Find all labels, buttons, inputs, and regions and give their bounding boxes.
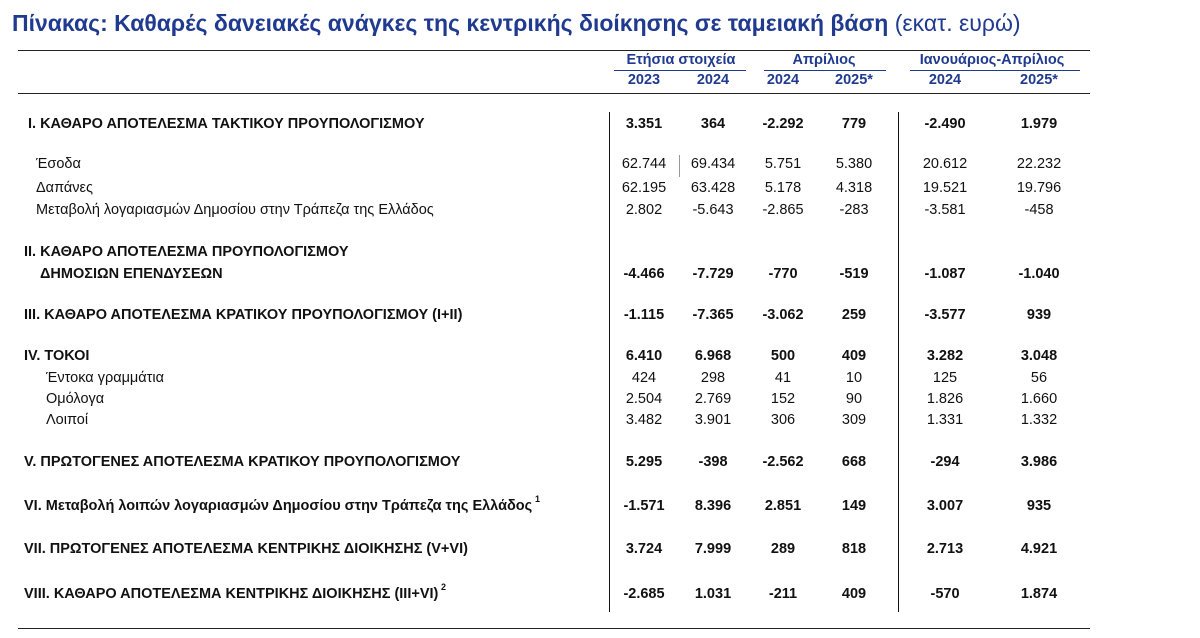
- row-value: 668: [841, 454, 867, 470]
- table-row: [0, 496, 1100, 516]
- row-value: 22.232: [1016, 156, 1062, 172]
- row-value: -458: [1024, 202, 1054, 218]
- row-label: V. ΠΡΩΤΟΓΕΝΕΣ ΑΠΟΤΕΛΕΣΜΑ ΚΡΑΤΙΚΟΥ ΠΡΟΥΠΟΛΟΓΙΣΜΟΥ: [24, 454, 461, 470]
- header-col-2024-annual: 2024: [696, 72, 730, 88]
- row-value: -2.685: [623, 586, 665, 602]
- row-value: 6.410: [625, 348, 663, 364]
- row-value: -1.087: [924, 266, 966, 282]
- row-value: 63.428: [690, 180, 736, 196]
- row-value: 289: [770, 541, 796, 557]
- row-label: VII. ΠΡΩΤΟΓΕΝΕΣ ΑΠΟΤΕΛΕΣΜΑ ΚΕΝΤΡΙΚΗΣ ΔΙΟΙΚΗΣΗΣ (V+VI): [24, 541, 468, 557]
- row-label: ΔΗΜΟΣΙΩΝ ΕΠΕΝΔΥΣΕΩΝ: [40, 266, 223, 282]
- row-value: 152: [770, 391, 796, 407]
- row-value: 935: [1026, 498, 1052, 514]
- row-value: 3.986: [1020, 454, 1058, 470]
- row-value: 424: [631, 370, 657, 386]
- row-value: 1.031: [694, 586, 732, 602]
- header-col-2025-jan-apr: 2025*: [1020, 72, 1058, 88]
- row-label: Έντοκα γραμμάτια: [46, 370, 164, 386]
- header-group-april: Απρίλιος: [792, 52, 856, 68]
- row-label: Μεταβολή λογαριασμών Δημοσίου στην Τράπεζα της Ελλάδος: [36, 202, 434, 218]
- row-value: -283: [839, 202, 869, 218]
- row-value: 409: [841, 348, 867, 364]
- row-value: 2.802: [625, 202, 663, 218]
- header-underline-annual: [614, 70, 746, 71]
- row-value: 20.612: [922, 156, 968, 172]
- row-value: 2.851: [764, 498, 802, 514]
- row-value: 5.380: [835, 156, 873, 172]
- row-value: -3.062: [762, 307, 804, 323]
- table-row: [0, 389, 1100, 409]
- table-row: [0, 584, 1100, 604]
- row-value: -770: [768, 266, 798, 282]
- row-value: 41: [774, 370, 792, 386]
- row-value: 259: [841, 307, 867, 323]
- table-row: [0, 154, 1100, 174]
- row-value: 149: [841, 498, 867, 514]
- header-group-jan-apr: Ιανουάριος-Απρίλιος: [919, 52, 1065, 68]
- row-label: Λοιποί: [46, 412, 89, 428]
- row-value: 56: [1030, 370, 1048, 386]
- row-label: VI. Μεταβολή λοιπών λογαριασμών Δημοσίου στην Τράπεζα της Ελλάδος: [24, 498, 533, 514]
- row-value: 3.482: [625, 412, 663, 428]
- row-value: 62.195: [621, 180, 667, 196]
- row-value: -398: [698, 454, 728, 470]
- row-value: -1.040: [1018, 266, 1060, 282]
- row-value: 1.332: [1020, 412, 1058, 428]
- row-value: 19.796: [1016, 180, 1062, 196]
- table-row: [0, 410, 1100, 430]
- table-row: [0, 305, 1100, 325]
- header-col-2024-jan-apr: 2024: [928, 72, 962, 88]
- table-row: [0, 242, 1100, 262]
- row-value: 500: [770, 348, 796, 364]
- header-col-2024-april: 2024: [766, 72, 800, 88]
- row-label: VIII. ΚΑΘΑΡΟ ΑΠΟΤΕΛΕΣΜΑ ΚΕΝΤΡΙΚΗΣ ΔΙΟΙΚΗΣΗΣ (III+VI): [24, 586, 439, 602]
- table-row: [0, 114, 1100, 134]
- row-value: -2.490: [924, 116, 966, 132]
- row-value: -570: [930, 586, 960, 602]
- row-value: 4.921: [1020, 541, 1058, 557]
- row-value: 3.007: [926, 498, 964, 514]
- row-value: -211: [768, 586, 798, 602]
- row-value: -294: [930, 454, 960, 470]
- row-label: Ομόλογα: [46, 391, 105, 407]
- row-value: 3.901: [694, 412, 732, 428]
- row-value: 3.048: [1020, 348, 1058, 364]
- row-value: 62.744: [621, 156, 667, 172]
- row-value: 4.318: [835, 180, 873, 196]
- header-rule: [18, 93, 1090, 94]
- header-group-annual: Ετήσια στοιχεία: [626, 52, 736, 68]
- header-underline-april: [764, 70, 886, 71]
- row-value: 1.660: [1020, 391, 1058, 407]
- row-value: 364: [700, 116, 726, 132]
- row-value: 409: [841, 586, 867, 602]
- row-value: 1.331: [926, 412, 964, 428]
- row-value: 90: [845, 391, 863, 407]
- row-value: 1.979: [1020, 116, 1058, 132]
- table-row: [0, 264, 1100, 284]
- row-value: 5.178: [764, 180, 802, 196]
- row-value: 2.713: [926, 541, 964, 557]
- row-value: 10: [845, 370, 863, 386]
- row-value: -7.729: [692, 266, 734, 282]
- row-value: 6.968: [694, 348, 732, 364]
- row-value: 818: [841, 541, 867, 557]
- row-value: -7.365: [692, 307, 734, 323]
- row-label: III. ΚΑΘΑΡΟ ΑΠΟΤΕΛΕΣΜΑ ΚΡΑΤΙΚΟΥ ΠΡΟΥΠΟΛΟΓΙΣΜΟΥ (I+II): [24, 307, 463, 323]
- row-value: -3.581: [924, 202, 966, 218]
- top-rule: [18, 50, 1090, 51]
- row-value: 125: [932, 370, 958, 386]
- table-row: [0, 178, 1100, 198]
- page-title: [12, 10, 1021, 37]
- bottom-rule: [18, 628, 1090, 629]
- row-value: 306: [770, 412, 796, 428]
- table-row: [0, 539, 1100, 559]
- row-value: -1.115: [623, 307, 665, 323]
- row-value: 2.504: [625, 391, 663, 407]
- header-underline-jan-apr: [910, 70, 1080, 71]
- row-label: II. ΚΑΘΑΡΟ ΑΠΟΤΕΛΕΣΜΑ ΠΡΟΥΠΟΛΟΓΙΣΜΟΥ: [24, 244, 349, 260]
- row-value: 19.521: [922, 180, 968, 196]
- row-value: -519: [839, 266, 869, 282]
- table-row: [0, 346, 1100, 366]
- table-row: [0, 368, 1100, 388]
- row-value: 1.874: [1020, 586, 1058, 602]
- table-row: [0, 452, 1100, 472]
- row-value: 3.351: [625, 116, 663, 132]
- row-value: 7.999: [694, 541, 732, 557]
- table-title: Πίνακας: Καθαρές δανειακές ανάγκες της κεντρικής διοίκησης σε ταμειακή βάση: [12, 10, 889, 36]
- row-value: 298: [700, 370, 726, 386]
- row-value: -1.571: [623, 498, 665, 514]
- row-value: 5.751: [764, 156, 802, 172]
- row-label: Έσοδα: [36, 156, 81, 172]
- row-value: -3.577: [924, 307, 966, 323]
- row-label: Δαπάνες: [36, 180, 93, 196]
- row-value: 8.396: [694, 498, 732, 514]
- row-value: 5.295: [625, 454, 663, 470]
- row-value: -5.643: [692, 202, 734, 218]
- row-value: -4.466: [623, 266, 665, 282]
- table-row: [0, 200, 1100, 220]
- row-value: 779: [841, 116, 867, 132]
- footnote-marker: 1: [535, 494, 541, 504]
- row-value: 939: [1026, 307, 1052, 323]
- row-value: -2.292: [762, 116, 804, 132]
- table-unit: (εκατ. ευρώ): [894, 10, 1021, 36]
- row-value: 3.724: [625, 541, 663, 557]
- row-value: 1.826: [926, 391, 964, 407]
- row-value: 2.769: [694, 391, 732, 407]
- row-label: IV. ΤΟΚΟΙ: [24, 348, 90, 364]
- row-value: 309: [841, 412, 867, 428]
- row-value: 3.282: [926, 348, 964, 364]
- row-value: 69.434: [690, 156, 736, 172]
- row-value: -2.865: [762, 202, 804, 218]
- row-value: -2.562: [762, 454, 804, 470]
- footnote-marker: 2: [441, 582, 447, 592]
- header-col-2023: 2023: [627, 72, 661, 88]
- header-col-2025-april: 2025*: [835, 72, 873, 88]
- row-label: I. ΚΑΘΑΡΟ ΑΠΟΤΕΛΕΣΜΑ ΤΑΚΤΙΚΟΥ ΠΡΟΥΠΟΛΟΓΙΣΜΟΥ: [28, 116, 425, 132]
